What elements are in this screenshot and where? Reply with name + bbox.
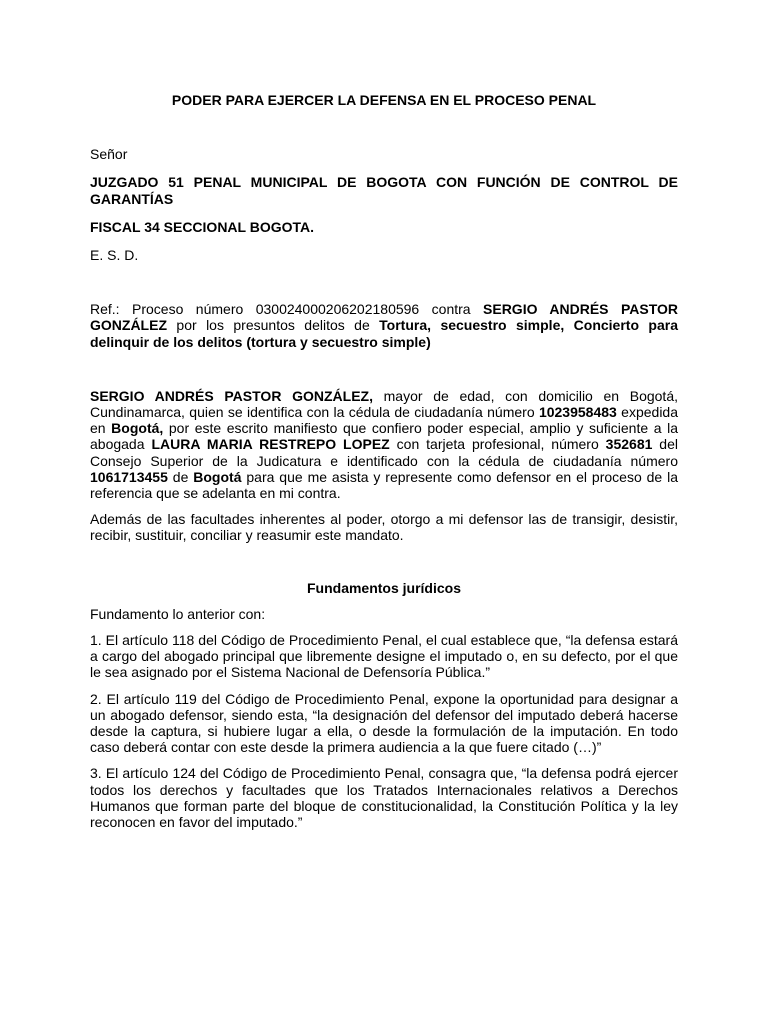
esd-line: E. S. D. (90, 247, 139, 264)
body-text: expedida en (90, 404, 678, 437)
document-title: PODER PARA EJERCER LA DEFENSA EN EL PROCESO PENAL (171, 92, 597, 108)
power-paragraph (90, 388, 678, 501)
lawyer-name: LAURA MARIA RESTREPO LOPEZ (151, 436, 390, 453)
fundamentos-heading: Fundamentos jurídicos (306, 579, 461, 596)
reference-paragraph (90, 301, 678, 350)
lawyer-id: 1061713455 (90, 468, 168, 485)
body-text: de (167, 468, 194, 485)
ref-middle: por los presuntos delitos de (167, 317, 380, 334)
ref-defendant: SERGIO ANDRÉS PASTOR GONZÁLEZ (90, 301, 678, 334)
spacer (90, 554, 678, 580)
ref-crimes: Tortura, secuestro simple, Concierto para delinquir de los delitos (tortura y secuestro simple) (90, 317, 678, 350)
body-text: del Consejo Superior de la Judicatura e identificado con la cédula de ciudadanía número (90, 436, 678, 469)
lawyer-city: Bogotá (193, 468, 242, 485)
faculties-paragraph: Además de las facultades inherentes al poder, otorgo a mi defensor las de transigir, desistir, recibir, sustituir, conciliar y reasumir este mandato. (90, 511, 678, 544)
fundamentos-intro: Fundamento lo anterior con: (90, 605, 266, 622)
fundamento-item-2: 2. El artículo 119 del Código de Procedimiento Penal, expone la oportunidad para designar a un abogado defensor, siendo esta, “la designación del defensor del imputado deberá hacerse desde la captura, si hubiere lugar a ella, o desde la formulación de la imputación. En todo caso deberá contar con este desde la primera audiencia a la que fuere citado (…)” (90, 690, 678, 756)
grantor-city: Bogotá, (111, 420, 164, 437)
body-text: para que me asista y represente como defensor en el proceso de la referencia que se adelanta en mi contra. (90, 468, 679, 502)
salutation: Señor (90, 146, 128, 163)
ref-prefix: Ref.: Proceso número 030024000206202180596 contra (90, 301, 484, 318)
body-text: por este escrito manifiesto que confiero poder especial, amplio y suficiente a la abogada (90, 420, 678, 453)
body-text: con tarjeta profesional, número (389, 436, 606, 453)
lawyer-card: 352681 (605, 436, 653, 453)
court-name: JUZGADO 51 PENAL MUNICIPAL DE BOGOTA CON FUNCIÓN DE CONTROL DE GARANTÍAS (90, 174, 678, 207)
fundamento-item-3: 3. El artículo 124 del Código de Procedimiento Penal, consagra que, “la defensa podrá ejercer todos los derechos y facultades que los Tratados Internacionales relativos a Derechos Humanos que forman parte del bloque de constitucionalidad, la Constitución Política y la ley reconocen en favor del imputado.” (90, 765, 678, 831)
grantor-id: 1023958483 (538, 404, 617, 421)
body-text: mayor de edad, con domicilio en Bogotá, Cundinamarca, quien se identifica con la cédula de ciudadanía número (90, 387, 678, 421)
grantor-name: SERGIO ANDRÉS PASTOR GONZÁLEZ, (90, 387, 373, 404)
prosecutor-name: FISCAL 34 SECCIONAL BOGOTA. (90, 218, 315, 235)
fundamento-item-1: 1. El artículo 118 del Código de Procedimiento Penal, el cual establece que, “la defensa estará a cargo del abogado principal que libremente designe el imputado o, en su defecto, por el que le sea asignado por el Sistema Nacional de Defensoría Pública.” (90, 632, 678, 681)
